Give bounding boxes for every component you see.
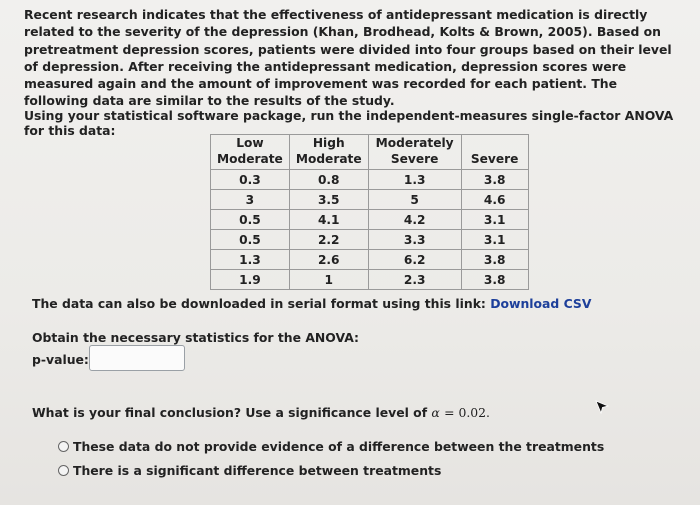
table-cell: 0.8	[289, 170, 368, 190]
table-header-row	[211, 135, 529, 170]
radio-button[interactable]	[58, 441, 69, 452]
table-row	[211, 250, 529, 270]
option-significant-difference[interactable]	[58, 463, 441, 478]
table-cell: 0.3	[211, 170, 290, 190]
table-row	[211, 170, 529, 190]
table-cell: 1.3	[211, 250, 290, 270]
table-cell: 3	[211, 190, 290, 210]
table-row	[211, 210, 529, 230]
table-cell: 6.2	[368, 250, 461, 270]
download-csv-link[interactable]: Download CSV	[490, 296, 592, 311]
table-cell: 4.2	[368, 210, 461, 230]
alpha-symbol: α	[431, 405, 440, 420]
table-cell: 1	[289, 270, 368, 290]
instruction-text: Using your statistical software package, run the independent-measures single-factor ANOVA for this data:	[24, 108, 674, 138]
table-cell: 1.9	[211, 270, 290, 290]
table-row	[211, 230, 529, 250]
option-no-difference[interactable]	[58, 439, 604, 454]
table-cell: 3.3	[368, 230, 461, 250]
table-cell: 0.5	[211, 210, 290, 230]
pvalue-input[interactable]	[89, 345, 185, 371]
table-cell: 2.6	[289, 250, 368, 270]
table-cell: 3.8	[461, 250, 528, 270]
table-cell: 1.3	[368, 170, 461, 190]
obtain-text: Obtain the necessary statistics for the ANOVA:	[32, 330, 359, 345]
header-high-moderate: High Moderate	[289, 135, 368, 170]
radio-button[interactable]	[58, 465, 69, 476]
table-cell: 3.5	[289, 190, 368, 210]
table-row	[211, 190, 529, 210]
table-cell: 2.3	[368, 270, 461, 290]
table-cell: 4.6	[461, 190, 528, 210]
table-row	[211, 270, 529, 290]
table-cell: 0.5	[211, 230, 290, 250]
table-cell: 3.8	[461, 270, 528, 290]
table-cell: 4.1	[289, 210, 368, 230]
table-cell: 3.1	[461, 230, 528, 250]
mouse-pointer-icon	[595, 400, 609, 414]
table-cell: 3.8	[461, 170, 528, 190]
header-moderately-severe: Moderately Severe	[368, 135, 461, 170]
intro-paragraph: Recent research indicates that the effectiveness of antidepressant medication is directly related to the severity of the depression (Khan, Brodhead, Kolts & Brown, 2005). Based on pretreatment depression scores, patients were divided into four groups based on their level of depression. After receiving the antidepressant medication, depression scores were measured again and the amount of improvement was recorded for each patient. The following data are similar to the results of the study.	[24, 7, 672, 109]
pvalue-label: p-value:	[32, 352, 89, 367]
header-low-moderate: Low Moderate	[211, 135, 290, 170]
conclusion-question	[32, 405, 490, 420]
table-cell: 2.2	[289, 230, 368, 250]
option-label: There is a significant difference between treatments	[73, 463, 442, 478]
option-label: These data do not provide evidence of a difference between the treatments	[73, 439, 605, 454]
question-text: What is your final conclusion? Use a significance level of	[32, 405, 428, 420]
header-severe: Severe	[461, 135, 528, 170]
download-line	[32, 296, 591, 311]
alpha-value: = 0.02.	[444, 405, 490, 420]
download-text: The data can also be downloaded in serial format using this link:	[32, 296, 486, 311]
data-table	[210, 134, 529, 290]
table-cell: 5	[368, 190, 461, 210]
table-cell: 3.1	[461, 210, 528, 230]
